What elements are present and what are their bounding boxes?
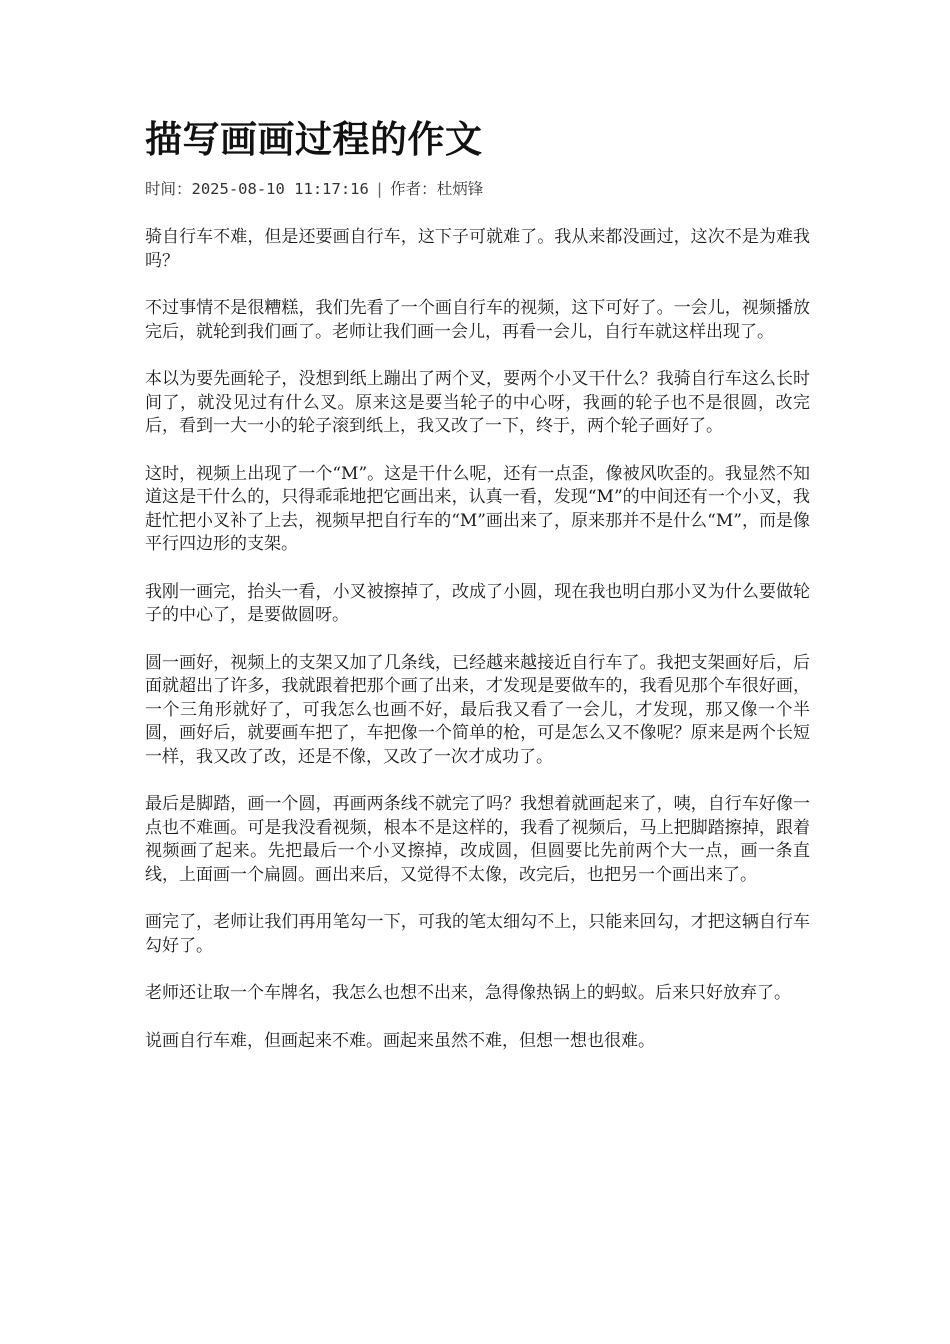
article-title: 描写画画过程的作文 — [145, 118, 483, 161]
article-body — [145, 226, 810, 1053]
paragraph: 骑自行车不难，但是还要画自行车，这下子可就难了。我从来都没画过，这次不是为难我吗？ — [145, 227, 810, 271]
time-label: 时间： — [145, 180, 192, 198]
paragraph: 这时，视频上出现了一个“M”。这是干什么呢，还有一点歪，像被风吹歪的。我显然不知道这是干什么的，只得乖乖地把它画出来，认真一看，发现“M”的中间还有一个小叉，我赶忙把小叉补了上去，视频早把自行车的“M”画出来了，原来那并不是什么“M”，而是像平行四边形的支架。 — [145, 463, 810, 554]
paragraph: 圆一画好，视频上的支架又加了几条线，已经越来越接近自行车了。我把支架画好后，后面就超出了许多，我就跟着把那个画了出来，才发现是要做车的，我看见那个车很好画，一个三角形就好了，可我怎么也画不好，最后我又看了一会儿，才发现，那又像一个半圆，画好后，就要画车把了，车把像一个简单的枪，可是怎么又不像呢？原来是两个长短一样，我又改了改，还是不像，又改了一次才成功了。 — [145, 652, 810, 767]
article-page — [145, 112, 810, 1077]
time-value: 2025-08-10 11:17:16 — [191, 180, 369, 198]
paragraph: 老师还让取一个车牌名，我怎么也想不出来，急得像热锅上的蚂蚁。后来只好放弃了。 — [145, 983, 791, 1003]
paragraph: 不过事情不是很糟糕，我们先看了一个画自行车的视频，这下可好了。一会儿，视频播放完后，就轮到我们画了。老师让我们画一会儿，再看一会儿，自行车就这样出现了。 — [145, 298, 810, 342]
author-value: 杜炳锋 — [436, 180, 484, 198]
article-meta — [145, 176, 810, 202]
paragraph: 画完了，老师让我们再用笔勾一下，可我的笔太细勾不上，只能来回勾，才把这辆自行车勾好了。 — [145, 912, 810, 956]
paragraph: 本以为要先画轮子，没想到纸上蹦出了两个叉，要两个小叉干什么？我骑自行车这么长时间了，就没见过有什么叉。原来这是要当轮子的中心呀，我画的轮子也不是很圆，改完后，看到一大一小的轮子滚到纸上，我又改了一下，终于，两个轮子画好了。 — [145, 369, 810, 436]
author-label: 作者： — [390, 180, 437, 198]
paragraph: 说画自行车难，但画起来不难。画起来虽然不难，但想一想也很难。 — [145, 1030, 655, 1051]
paragraph: 我刚一画完，抬头一看，小叉被擦掉了，改成了小圆，现在我也明白那小叉为什么要做轮子的中心了，是要做圆呀。 — [145, 581, 810, 625]
paragraph: 最后是脚踏，画一个圆，再画两条线不就完了吗？我想着就画起来了，咦，自行车好像一点也不难画。可是我没看视频，根本不是这样的，我看了视频后，马上把脚踏擦掉，跟着视频画了起来。先把最后一个小叉擦掉，改成圆，但圆要比先前两个大一点，画一条直线，上面画一个扁圆。画出来后，又觉得不太像，改完后，也把另一个画出来了。 — [145, 794, 810, 885]
meta-separator: | — [374, 180, 385, 198]
